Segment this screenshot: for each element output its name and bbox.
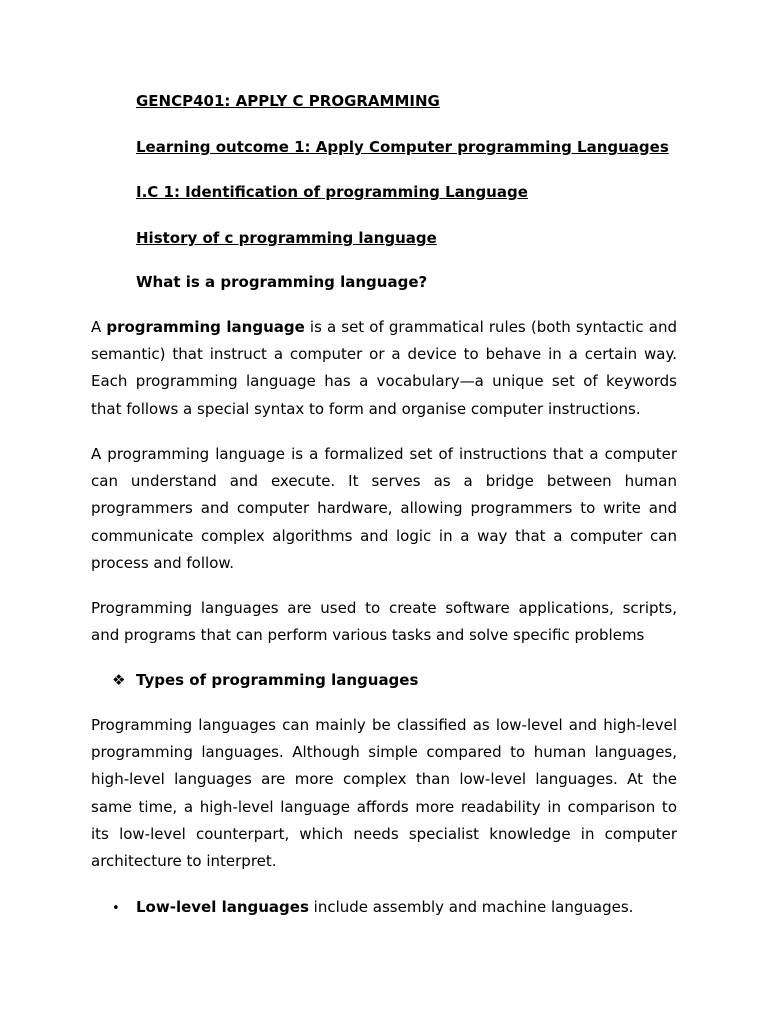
classification-paragraph: Programming languages can mainly be classified as low-level and high-level programming languages. Although simple compared to human languages, high-level languages are more complex than low-level languages. At the same time, a high-level language affords more readability in comparison to its low-level counterpart, which needs specialist knowledge in computer architecture to interpret. bbox=[91, 716, 677, 871]
course-title: GENCP401: APPLY C PROGRAMMING bbox=[136, 92, 440, 110]
question-heading: What is a programming language? bbox=[136, 273, 428, 291]
definition-term: programming language bbox=[106, 318, 305, 336]
indicative-content-heading: I.C 1: Identification of programming Language bbox=[136, 183, 528, 201]
history-heading: History of c programming language bbox=[136, 229, 437, 247]
definition-lead: A bbox=[91, 318, 107, 336]
types-section-heading bbox=[112, 671, 418, 689]
types-section-title: Types of programming languages bbox=[136, 671, 419, 689]
diamond-bullet-icon: ❖ bbox=[112, 671, 126, 689]
definition-paragraph bbox=[91, 314, 677, 423]
formalized-paragraph: A programming language is a formalized set of instructions that a computer can understand and execute. It serves as a bridge between human programmers and computer hardware, allowing programmers to write and communicate complex algorithms and logic in a way that a computer can process and follow. bbox=[91, 445, 677, 572]
bullet-icon: • bbox=[112, 901, 120, 916]
learning-outcome-heading: Learning outcome 1: Apply Computer programming Languages bbox=[136, 138, 669, 156]
usage-paragraph: Programming languages are used to create software applications, scripts, and programs that can perform various tasks and solve specific problems bbox=[91, 599, 677, 645]
low-level-description: include assembly and machine languages. bbox=[308, 898, 634, 916]
low-level-term: Low-level languages bbox=[136, 898, 309, 916]
definition-rest: is a set of grammatical rules (both syntactic and semantic) that instruct a computer or a device to behave in a certain way. Each programming language has a vocabulary—a unique set of keywords that follows a special syntax to form and organise computer instructions. bbox=[91, 318, 677, 418]
list-item bbox=[112, 898, 633, 918]
